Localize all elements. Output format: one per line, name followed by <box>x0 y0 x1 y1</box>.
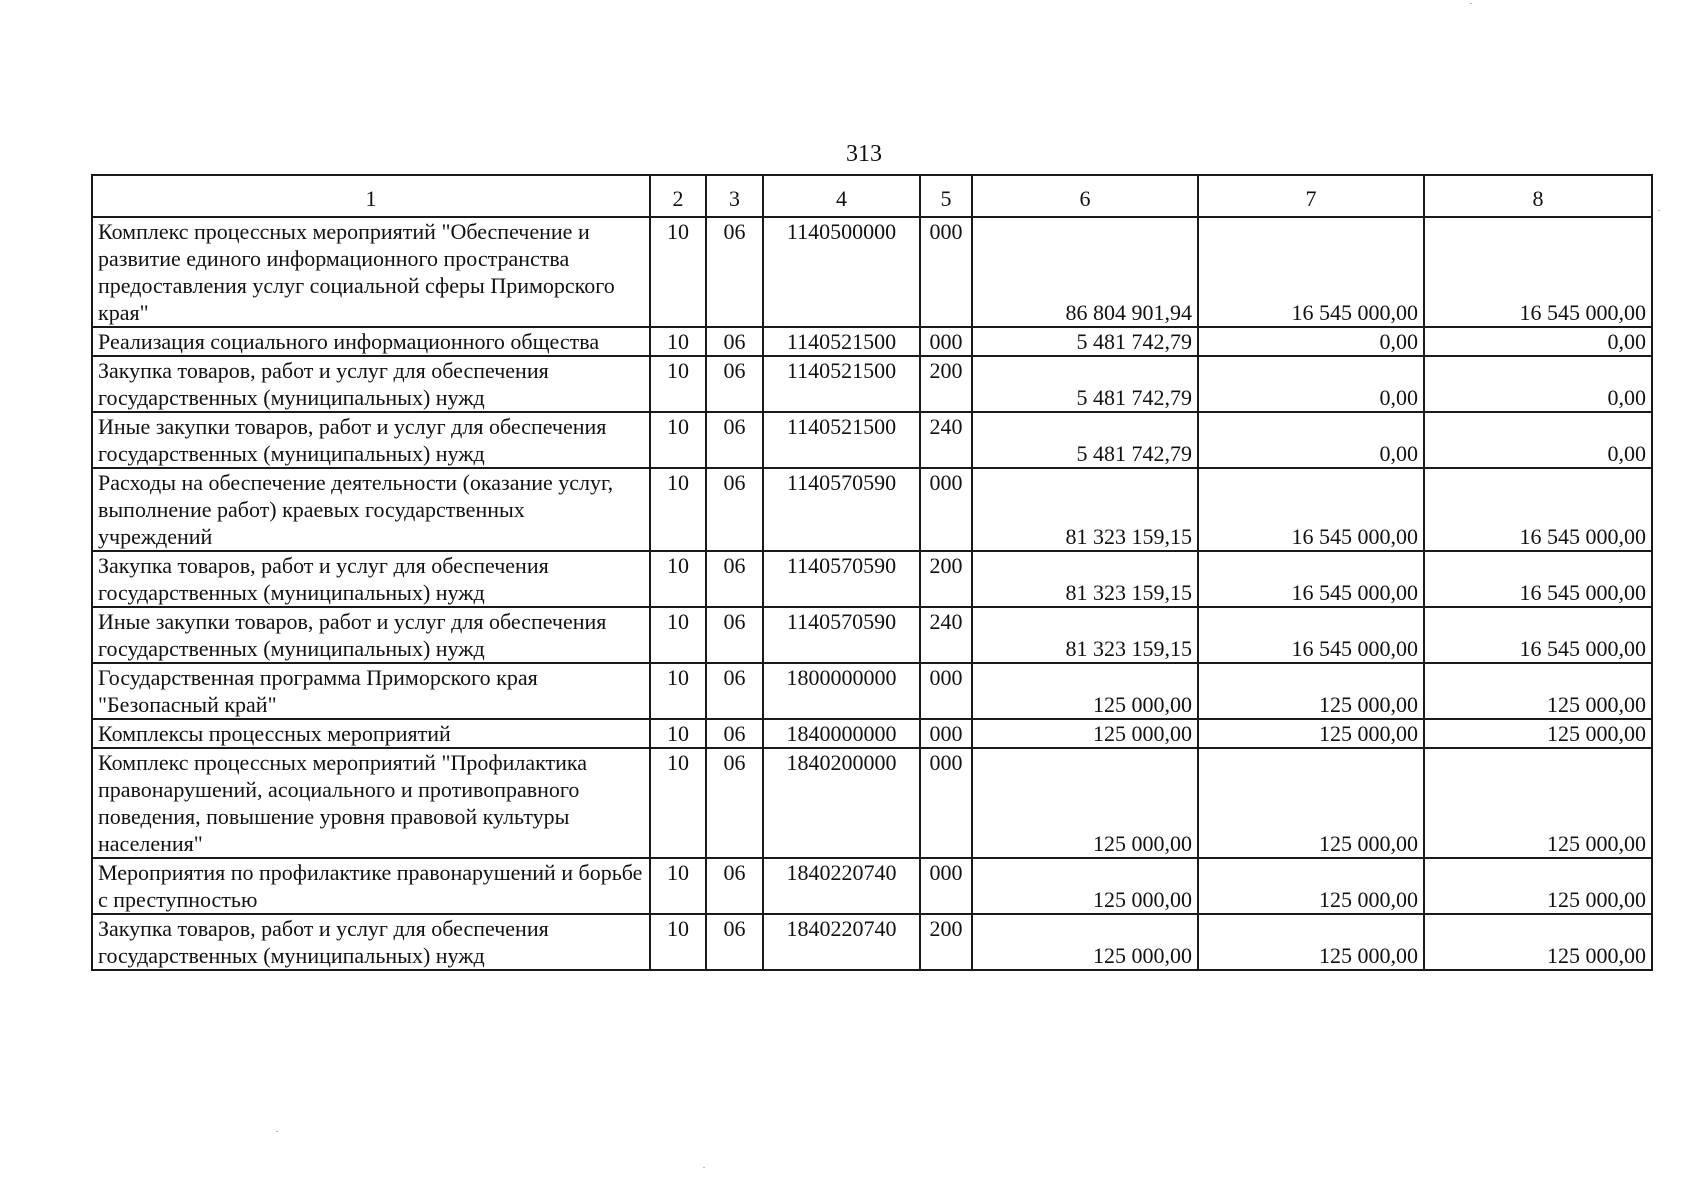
expense-type-cell: 000 <box>920 327 972 356</box>
amount-col-7-cell: 0,00 <box>1198 327 1424 356</box>
amount-col-7-cell: 125 000,00 <box>1198 719 1424 748</box>
table-row <box>92 468 1652 551</box>
amount-col-8-cell: 16 545 000,00 <box>1424 551 1652 607</box>
subsection-code-cell: 06 <box>706 551 763 607</box>
amount-col-8-cell: 0,00 <box>1424 356 1652 412</box>
section-code-cell: 10 <box>650 327 706 356</box>
table-header-row <box>92 175 1652 217</box>
section-code-cell: 10 <box>650 858 706 914</box>
target-article-cell: 1140570590 <box>763 607 920 663</box>
scan-speck <box>1470 3 1472 4</box>
section-code-cell: 10 <box>650 412 706 468</box>
subsection-code-cell: 06 <box>706 356 763 412</box>
subsection-code-cell: 06 <box>706 914 763 970</box>
section-code-cell: 10 <box>650 914 706 970</box>
table-row <box>92 663 1652 719</box>
scan-speck <box>1658 210 1660 211</box>
header-col-5: 5 <box>920 175 972 217</box>
row-name-cell: Иные закупки товаров, работ и услуг для обеспечения государственных (муниципальных) нужд <box>92 412 650 468</box>
subsection-code-cell: 06 <box>706 217 763 327</box>
target-article-cell: 1140521500 <box>763 412 920 468</box>
section-code-cell: 10 <box>650 663 706 719</box>
expense-type-cell: 200 <box>920 914 972 970</box>
table-row <box>92 607 1652 663</box>
budget-table <box>91 174 1653 971</box>
subsection-code-cell: 06 <box>706 663 763 719</box>
header-col-2: 2 <box>650 175 706 217</box>
row-name-cell: Иные закупки товаров, работ и услуг для обеспечения государственных (муниципальных) нужд <box>92 607 650 663</box>
target-article-cell: 1800000000 <box>763 663 920 719</box>
page-number: 313 <box>846 141 882 167</box>
amount-col-8-cell: 0,00 <box>1424 412 1652 468</box>
expense-type-cell: 000 <box>920 663 972 719</box>
amount-col-8-cell: 125 000,00 <box>1424 663 1652 719</box>
amount-col-6-cell: 5 481 742,79 <box>972 356 1198 412</box>
amount-col-8-cell: 125 000,00 <box>1424 858 1652 914</box>
amount-col-7-cell: 0,00 <box>1198 356 1424 412</box>
subsection-code-cell: 06 <box>706 468 763 551</box>
section-code-cell: 10 <box>650 468 706 551</box>
header-col-1: 1 <box>92 175 650 217</box>
row-name-cell: Реализация социального информационного общества <box>92 327 650 356</box>
amount-col-7-cell: 125 000,00 <box>1198 748 1424 858</box>
subsection-code-cell: 06 <box>706 719 763 748</box>
expense-type-cell: 200 <box>920 551 972 607</box>
section-code-cell: 10 <box>650 719 706 748</box>
row-name-cell: Государственная программа Приморского края "Безопасный край" <box>92 663 650 719</box>
section-code-cell: 10 <box>650 217 706 327</box>
target-article-cell: 1840200000 <box>763 748 920 858</box>
amount-col-8-cell: 125 000,00 <box>1424 748 1652 858</box>
expense-type-cell: 000 <box>920 719 972 748</box>
table-row <box>92 719 1652 748</box>
row-name-cell: Закупка товаров, работ и услуг для обеспечения государственных (муниципальных) нужд <box>92 356 650 412</box>
amount-col-7-cell: 16 545 000,00 <box>1198 217 1424 327</box>
expense-type-cell: 000 <box>920 858 972 914</box>
table-row <box>92 748 1652 858</box>
amount-col-8-cell: 16 545 000,00 <box>1424 217 1652 327</box>
amount-col-8-cell: 0,00 <box>1424 327 1652 356</box>
section-code-cell: 10 <box>650 356 706 412</box>
amount-col-7-cell: 125 000,00 <box>1198 914 1424 970</box>
target-article-cell: 1140570590 <box>763 468 920 551</box>
subsection-code-cell: 06 <box>706 327 763 356</box>
header-col-4: 4 <box>763 175 920 217</box>
scan-speck <box>703 1167 705 1168</box>
amount-col-8-cell: 125 000,00 <box>1424 914 1652 970</box>
header-col-6: 6 <box>972 175 1198 217</box>
expense-type-cell: 240 <box>920 412 972 468</box>
amount-col-7-cell: 16 545 000,00 <box>1198 607 1424 663</box>
table-row <box>92 327 1652 356</box>
amount-col-7-cell: 16 545 000,00 <box>1198 551 1424 607</box>
target-article-cell: 1840220740 <box>763 914 920 970</box>
subsection-code-cell: 06 <box>706 412 763 468</box>
amount-col-8-cell: 16 545 000,00 <box>1424 607 1652 663</box>
amount-col-6-cell: 81 323 159,15 <box>972 468 1198 551</box>
amount-col-7-cell: 0,00 <box>1198 412 1424 468</box>
scan-speck <box>276 1131 278 1132</box>
target-article-cell: 1140521500 <box>763 327 920 356</box>
amount-col-6-cell: 5 481 742,79 <box>972 412 1198 468</box>
expense-type-cell: 240 <box>920 607 972 663</box>
subsection-code-cell: 06 <box>706 607 763 663</box>
amount-col-6-cell: 125 000,00 <box>972 748 1198 858</box>
target-article-cell: 1840220740 <box>763 858 920 914</box>
amount-col-6-cell: 125 000,00 <box>972 663 1198 719</box>
section-code-cell: 10 <box>650 748 706 858</box>
table-row <box>92 412 1652 468</box>
expense-type-cell: 000 <box>920 468 972 551</box>
expense-type-cell: 000 <box>920 748 972 858</box>
amount-col-7-cell: 125 000,00 <box>1198 663 1424 719</box>
expense-type-cell: 200 <box>920 356 972 412</box>
expense-type-cell: 000 <box>920 217 972 327</box>
section-code-cell: 10 <box>650 551 706 607</box>
row-name-cell: Расходы на обеспечение деятельности (оказание услуг, выполнение работ) краевых государственных учреждений <box>92 468 650 551</box>
row-name-cell: Закупка товаров, работ и услуг для обеспечения государственных (муниципальных) нужд <box>92 551 650 607</box>
amount-col-8-cell: 16 545 000,00 <box>1424 468 1652 551</box>
subsection-code-cell: 06 <box>706 858 763 914</box>
target-article-cell: 1840000000 <box>763 719 920 748</box>
target-article-cell: 1140570590 <box>763 551 920 607</box>
row-name-cell: Комплексы процессных мероприятий <box>92 719 650 748</box>
table-row <box>92 551 1652 607</box>
row-name-cell: Комплекс процессных мероприятий "Обеспечение и развитие единого информационного пространства предоставления услуг социальной сферы Приморского края" <box>92 217 650 327</box>
amount-col-6-cell: 125 000,00 <box>972 858 1198 914</box>
amount-col-8-cell: 125 000,00 <box>1424 719 1652 748</box>
row-name-cell: Комплекс процессных мероприятий "Профилактика правонарушений, асоциального и противоправного поведения, повышение уровня правовой культуры населения" <box>92 748 650 858</box>
amount-col-6-cell: 81 323 159,15 <box>972 551 1198 607</box>
amount-col-6-cell: 125 000,00 <box>972 719 1198 748</box>
amount-col-6-cell: 5 481 742,79 <box>972 327 1198 356</box>
target-article-cell: 1140500000 <box>763 217 920 327</box>
table-row <box>92 356 1652 412</box>
amount-col-6-cell: 125 000,00 <box>972 914 1198 970</box>
amount-col-6-cell: 86 804 901,94 <box>972 217 1198 327</box>
row-name-cell: Закупка товаров, работ и услуг для обеспечения государственных (муниципальных) нужд <box>92 914 650 970</box>
table-row <box>92 858 1652 914</box>
row-name-cell: Мероприятия по профилактике правонарушений и борьбе с преступностью <box>92 858 650 914</box>
target-article-cell: 1140521500 <box>763 356 920 412</box>
amount-col-7-cell: 16 545 000,00 <box>1198 468 1424 551</box>
header-col-7: 7 <box>1198 175 1424 217</box>
section-code-cell: 10 <box>650 607 706 663</box>
amount-col-7-cell: 125 000,00 <box>1198 858 1424 914</box>
header-col-3: 3 <box>706 175 763 217</box>
table-row <box>92 217 1652 327</box>
subsection-code-cell: 06 <box>706 748 763 858</box>
table-row <box>92 914 1652 970</box>
amount-col-6-cell: 81 323 159,15 <box>972 607 1198 663</box>
header-col-8: 8 <box>1424 175 1652 217</box>
